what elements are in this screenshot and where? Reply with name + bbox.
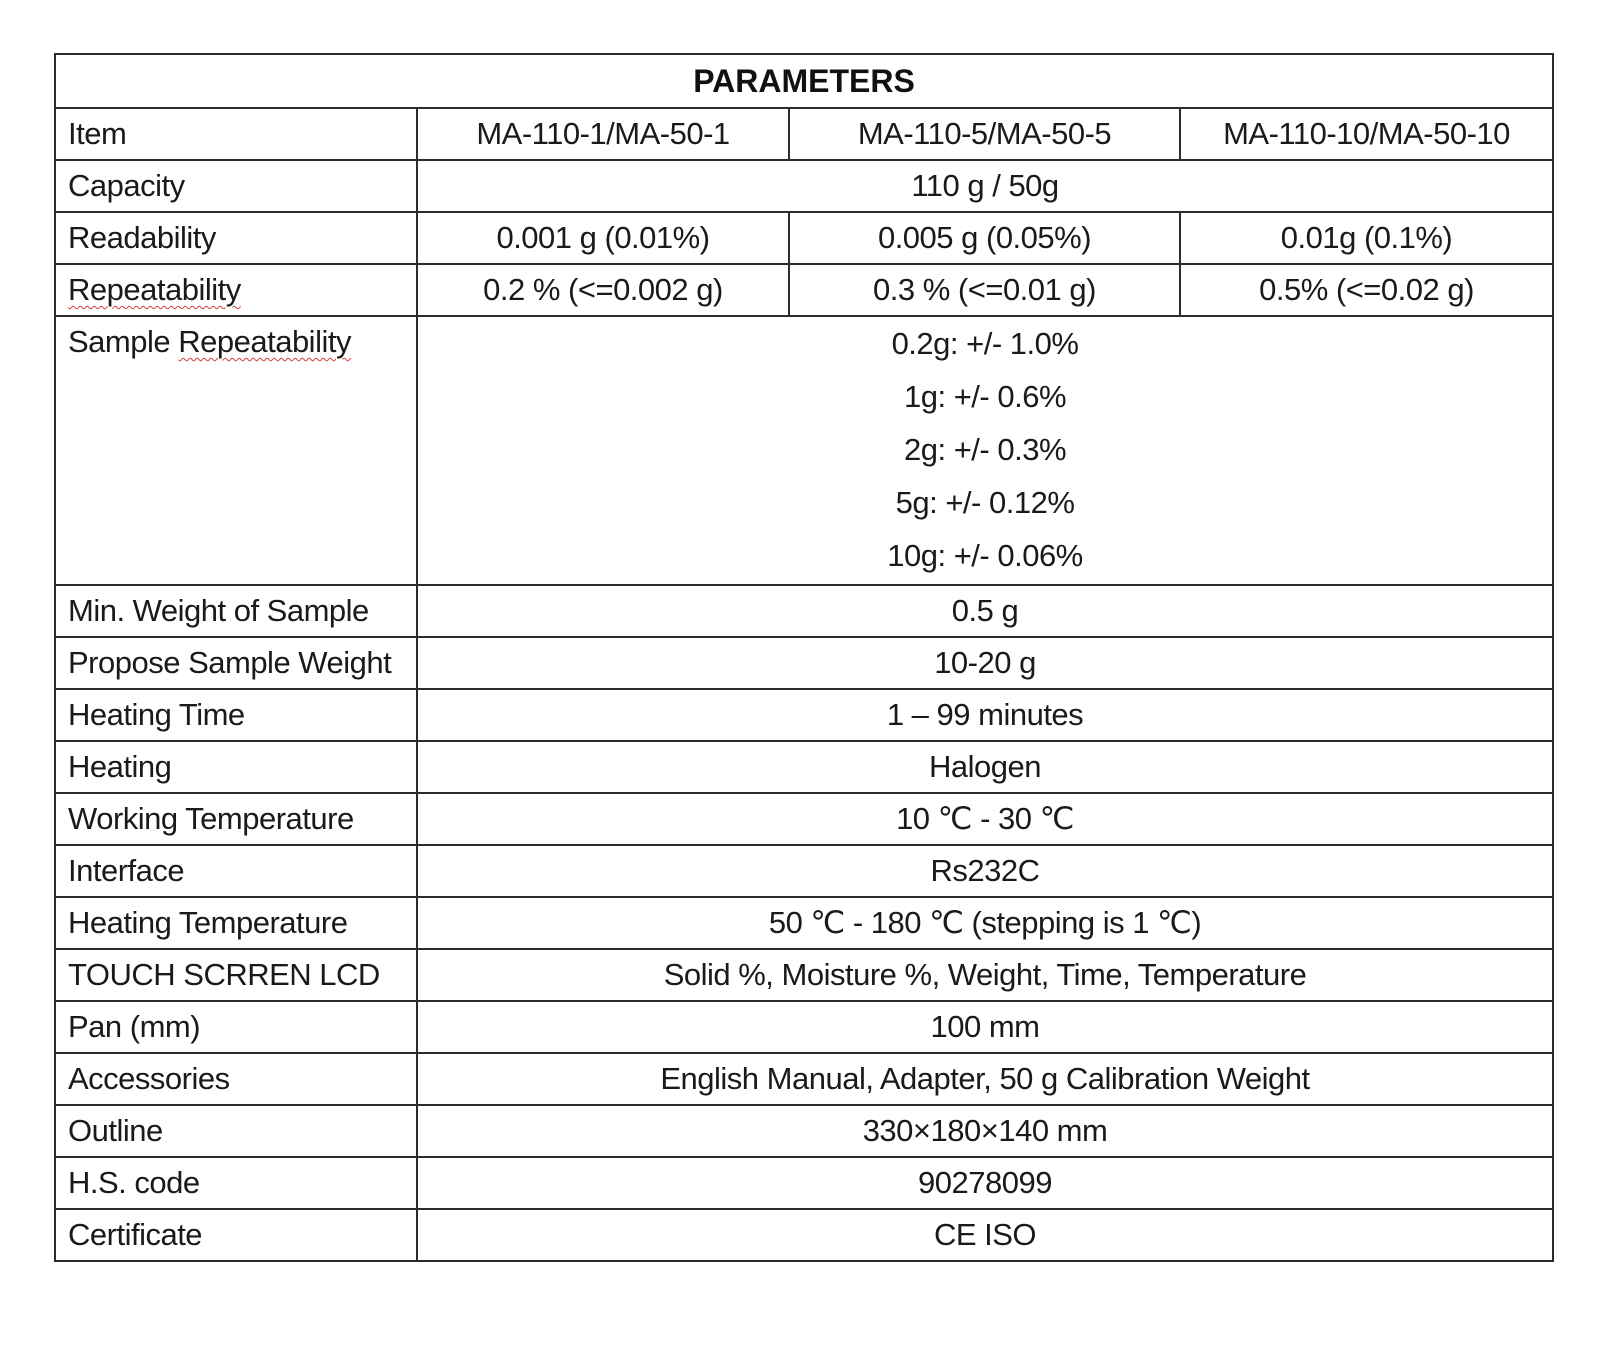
propose-weight-row (55, 637, 1553, 689)
min-weight-row (55, 585, 1553, 637)
accessories-row (55, 1053, 1553, 1105)
heating-label: Heating (55, 741, 417, 793)
min-weight-value: 0.5 g (417, 585, 1553, 637)
header-row (55, 108, 1553, 160)
accessories-label: Accessories (55, 1053, 417, 1105)
working-temperature-label: Working Temperature (55, 793, 417, 845)
sample-repeatability-values (417, 316, 1553, 585)
repeatability-label: Repeatability (68, 272, 241, 307)
heating-temperature-value: 50 ℃ - 180 ℃ (stepping is 1 ℃) (417, 897, 1553, 949)
certificate-label: Certificate (55, 1209, 417, 1261)
certificate-row (55, 1209, 1553, 1261)
working-temperature-row (55, 793, 1553, 845)
pan-label: Pan (mm) (55, 1001, 417, 1053)
readability-model-1: 0.001 g (0.01%) (417, 212, 789, 264)
readability-label: Readability (55, 212, 417, 264)
sample-repeatability-line: 5g: +/- 0.12% (895, 485, 1075, 520)
repeatability-model-1: 0.2 % (<=0.002 g) (417, 264, 789, 316)
heating-temperature-label: Heating Temperature (55, 897, 417, 949)
accessories-value: English Manual, Adapter, 50 g Calibration Weight (417, 1053, 1553, 1105)
heating-time-row (55, 689, 1553, 741)
interface-value: Rs232C (417, 845, 1553, 897)
model-3-header: MA-110-10/MA-50-10 (1180, 108, 1553, 160)
sample-repeatability-label-word: Repeatability (178, 324, 351, 359)
capacity-value: 110 g / 50g (417, 160, 1553, 212)
sample-repeatability-line: 10g: +/- 0.06% (887, 538, 1083, 573)
interface-label: Interface (55, 845, 417, 897)
readability-row (55, 212, 1553, 264)
parameters-table (54, 53, 1554, 1262)
sample-repeatability-label-prefix: Sample (68, 324, 171, 359)
readability-model-3: 0.01g (0.1%) (1180, 212, 1553, 264)
repeatability-label-cell (55, 264, 417, 316)
outline-label: Outline (55, 1105, 417, 1157)
hs-code-row (55, 1157, 1553, 1209)
repeatability-model-3: 0.5% (<=0.02 g) (1180, 264, 1553, 316)
sample-repeatability-line: 0.2g: +/- 1.0% (891, 326, 1079, 361)
heating-row (55, 741, 1553, 793)
outline-row (55, 1105, 1553, 1157)
model-2-header: MA-110-5/MA-50-5 (789, 108, 1180, 160)
touch-screen-row (55, 949, 1553, 1001)
propose-weight-value: 10-20 g (417, 637, 1553, 689)
heating-time-label: Heating Time (55, 689, 417, 741)
readability-model-2: 0.005 g (0.05%) (789, 212, 1180, 264)
heating-value: Halogen (417, 741, 1553, 793)
sample-repeatability-line: 2g: +/- 0.3% (903, 432, 1067, 467)
interface-row (55, 845, 1553, 897)
certificate-value: CE ISO (417, 1209, 1553, 1261)
pan-value: 100 mm (417, 1001, 1553, 1053)
propose-weight-label: Propose Sample Weight (55, 637, 417, 689)
repeatability-model-2: 0.3 % (<=0.01 g) (789, 264, 1180, 316)
hs-code-value: 90278099 (417, 1157, 1553, 1209)
pan-row (55, 1001, 1553, 1053)
item-label: Item (55, 108, 417, 160)
sample-repeatability-line: 1g: +/- 0.6% (903, 379, 1067, 414)
sample-repeatability-label (55, 316, 417, 585)
title-row (55, 54, 1553, 108)
table-title: PARAMETERS (55, 54, 1553, 108)
min-weight-label: Min. Weight of Sample (55, 585, 417, 637)
repeatability-row (55, 264, 1553, 316)
heating-temperature-row (55, 897, 1553, 949)
touch-screen-value: Solid %, Moisture %, Weight, Time, Temperature (417, 949, 1553, 1001)
sample-repeatability-row (55, 316, 1553, 585)
touch-screen-label: TOUCH SCRREN LCD (55, 949, 417, 1001)
capacity-row (55, 160, 1553, 212)
heating-time-value: 1 – 99 minutes (417, 689, 1553, 741)
capacity-label: Capacity (55, 160, 417, 212)
working-temperature-value: 10 ℃ - 30 ℃ (417, 793, 1553, 845)
model-1-header: MA-110-1/MA-50-1 (417, 108, 789, 160)
hs-code-label: H.S. code (55, 1157, 417, 1209)
outline-value: 330×180×140 mm (417, 1105, 1553, 1157)
